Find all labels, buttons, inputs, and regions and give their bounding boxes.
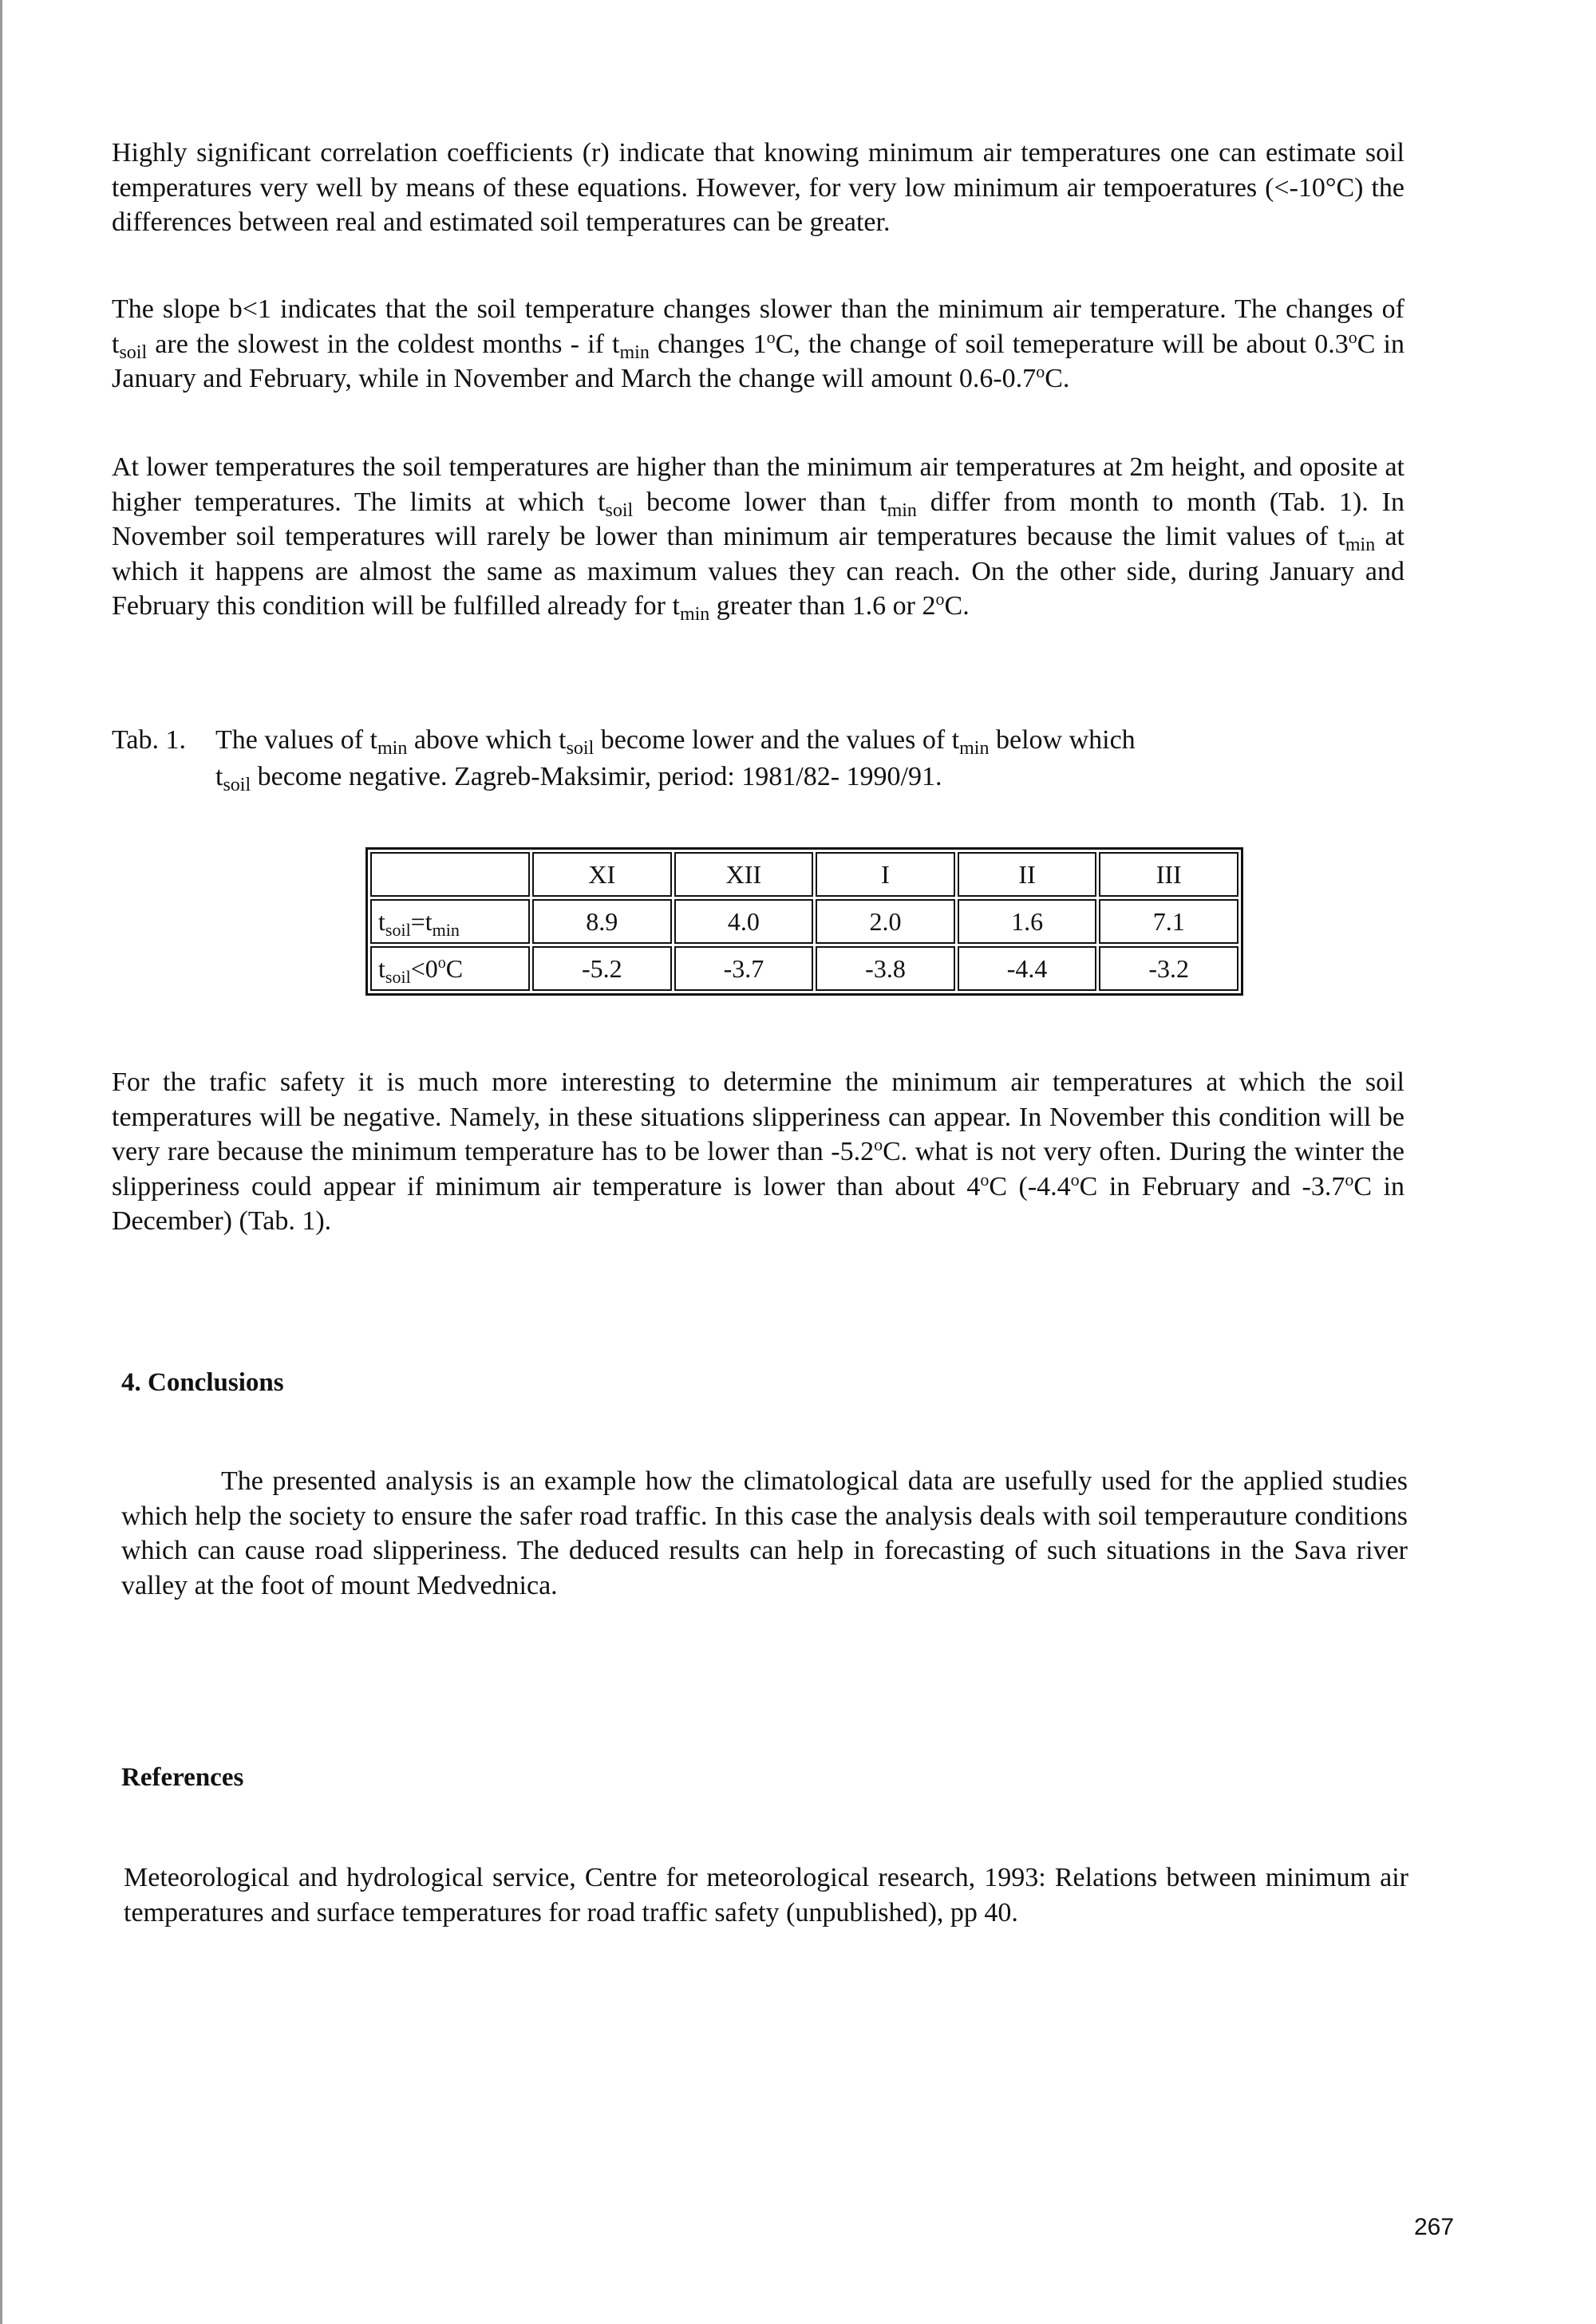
- table-col-header: XII: [674, 852, 814, 897]
- table-cell: 7.1: [1099, 899, 1238, 944]
- table-cell: -3.7: [674, 946, 814, 991]
- conclusions-text: The presented analysis is an example how the climatological data are usefully used for the applied studies which help the society to ensure the safer road traffic. In this case the analysis deals with soil temperauture conditions which can cause road slipperiness. The deduced results can help in forecasting of such situations in the Sava river valley at the foot of mount Medvednica.: [121, 1466, 1408, 1600]
- table-cell: 2.0: [816, 899, 955, 944]
- reference-entry: Meteorological and hydrological service, Centre for meteorological research, 1993: Relations between minimum air temperatures and surface temperatures for road traffic safety (unpublished), pp 40.: [124, 1863, 1408, 1927]
- table-row-label: $t_{soil}=t_{min}$: [370, 899, 530, 944]
- table-cell: 1.6: [958, 899, 1097, 944]
- paragraph-limits: At lower temperatures the soil temperatures are higher than the minimum air temperatures at 2m height, and oposite at higher temperatures. The limits at which $t_{soil}$ become lower than $t_{min}$ differ from month to month (Tab. 1). In November soil temperatures will rarely be lower than minimum air temperatures because the limit values of $t_{min}$ at which it happens are almost the same as maximum values they can reach. On the other side, during January and February this condition will be fulfilled already for $t_{min}$ greater than 1.6 or 2$^o$C.: [112, 452, 1404, 625]
- table-corner-cell: [370, 852, 530, 897]
- scan-edge: [0, 0, 2, 2324]
- paragraph-slope: The slope b<1 indicates that the soil temperature changes slower than the minimum air temperature. The changes of $t_{soil}$ are the slowest in the coldest months - if $t_{min}$ changes 1$^o$C, the change of soil temeperature will be about 0.3$^o$C in January and February, while in November and March the change will amount 0.6-0.7$^o$C.: [112, 294, 1404, 393]
- table-cell: 4.0: [674, 899, 814, 944]
- table-cell: -5.2: [532, 946, 672, 991]
- page-number: 267: [1414, 2214, 1455, 2240]
- references-heading: References: [121, 1763, 244, 1792]
- table-col-header: I: [816, 852, 955, 897]
- paragraph-traffic-safety: For the trafic safety it is much more interesting to determine the minimum air temperatures at which the soil temperatures will be negative. Namely, in these situations slipperiness can appear. In November this condition will be very rare because the minimum temperature has to be lower than -5.2$^o$C. what is not very often. During the winter the slipperiness could appear if minimum air temperature is lower than about 4$^o$C (-4.4$^o$C in February and -3.7$^o$C in December) (Tab. 1).: [112, 1067, 1404, 1236]
- table-row-label: $t_{soil}<0^oC$: [370, 946, 530, 991]
- paragraph-correlation: Highly significant correlation coefficients (r) indicate that knowing minimum air temperatures one can estimate soil temperatures very well by means of these equations. However, for very low minimum air tempoeratures (<-10°C) the differences between real and estimated soil temperatures can be greater.: [112, 138, 1404, 237]
- table-cell: -4.4: [958, 946, 1097, 991]
- table-caption: Tab. 1. The values of $t_{min}$ above which $t_{soil}$ become lower and the values of $t_{min}$ below which $t_{soil}$ become negative. Zagreb-Maksimir, period: 1981/82- 1990/91.: [112, 725, 1136, 795]
- table-cell: -3.8: [816, 946, 955, 991]
- table-row: [370, 899, 1238, 944]
- conclusions-heading: 4. Conclusions: [121, 1368, 284, 1397]
- table-cell: 8.9: [532, 899, 672, 944]
- table-col-header: XI: [532, 852, 672, 897]
- table-col-header: III: [1099, 852, 1238, 897]
- table-col-header: II: [958, 852, 1097, 897]
- table-header-row: [370, 852, 1238, 897]
- table-cell: -3.2: [1099, 946, 1238, 991]
- table-row: [370, 946, 1238, 991]
- temperature-table: [365, 847, 1243, 996]
